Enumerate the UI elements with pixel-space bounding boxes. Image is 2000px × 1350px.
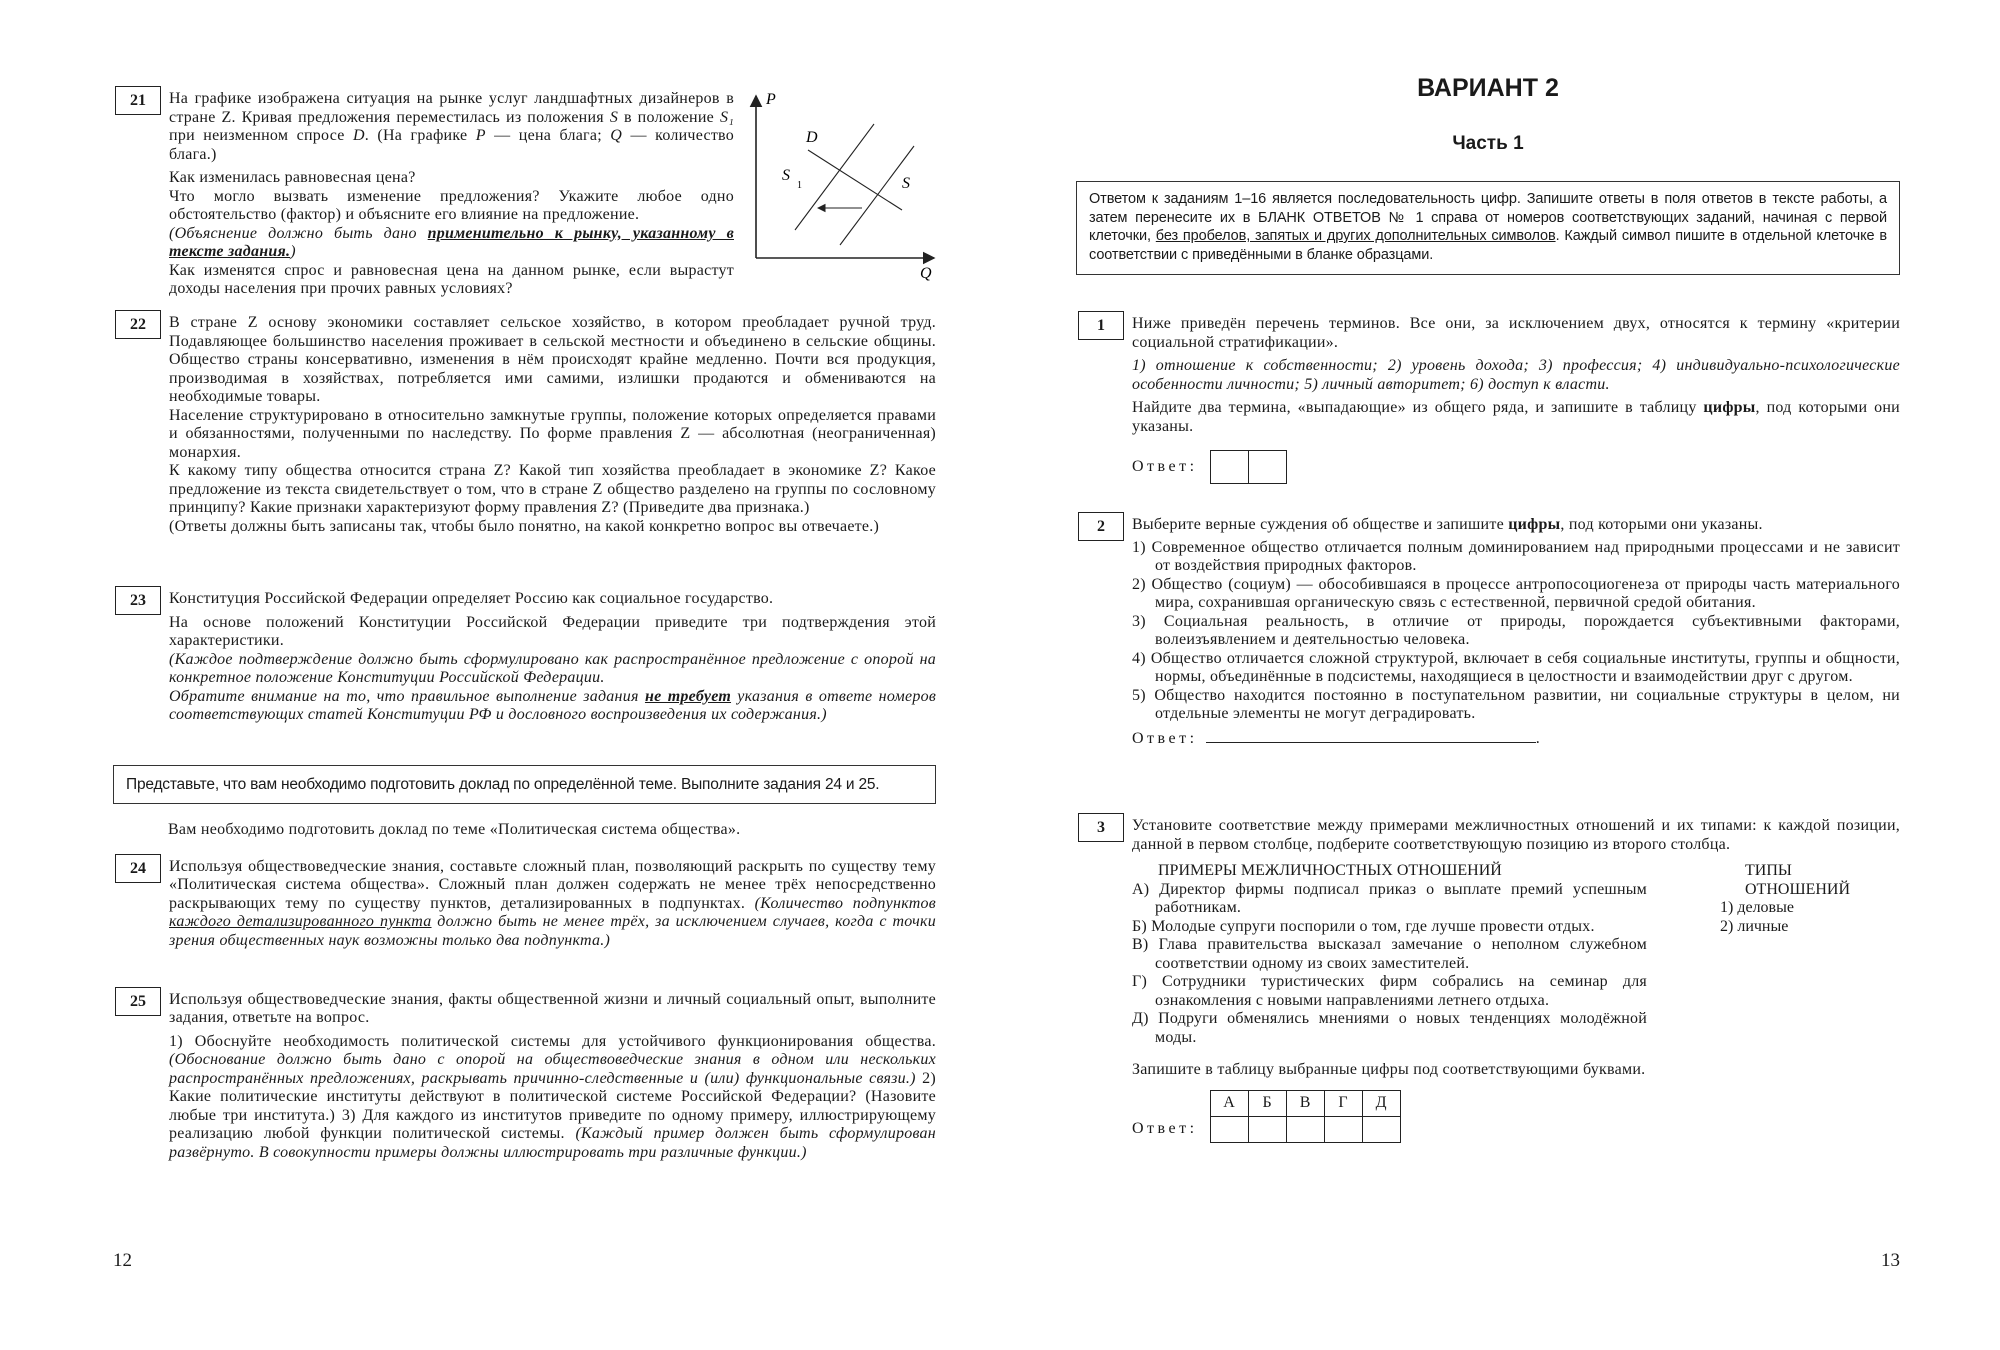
text-segment: P — [475, 127, 486, 144]
task-23 — [113, 586, 936, 765]
paragraph — [169, 90, 734, 164]
text-segment: На основе положений Конституции Российской Федерации приведите три подтверждения этой характеристики. — [169, 613, 936, 649]
text-segment: (Количество подпунктов — [754, 894, 936, 912]
paragraph — [169, 858, 936, 951]
answer-row — [1132, 1090, 1900, 1143]
part-title: Часть 1 — [1452, 133, 1524, 154]
text-segment: D — [352, 127, 365, 144]
paragraph — [169, 262, 734, 299]
answer-label: Ответ: — [1132, 457, 1198, 475]
answer-label: Ответ: — [1132, 1119, 1198, 1137]
statement: 3) Социальная реальность, в отличие от природы, порождается субъективными факторами, волеизъявлением и деятельностью человека. — [1132, 612, 1900, 648]
axis-label-p: P — [766, 91, 776, 108]
task-number: 22 — [115, 310, 161, 339]
task-text — [1132, 516, 1900, 748]
text-segment: 1) отношение к собственности; 2) уровень дохода; 3) профессия; 4) индивидуально-психологические особенности личности; 5) личный авторитет; 6) доступ к власти. — [1132, 357, 1900, 393]
paragraph — [169, 225, 734, 262]
text-segment: (Ответы должны быть записаны так, чтобы было понятно, на какой конкретно вопрос вы отвечаете.) — [169, 517, 880, 535]
statement: 1) Современное общество отличается полным доминированием над природными процессами и не зависит от воздействия природных факторов. — [1132, 538, 1900, 574]
report-instruction-box — [113, 765, 936, 804]
paragraph — [169, 651, 936, 688]
paragraph — [1089, 190, 1887, 264]
variant-title: ВАРИАНТ 2 — [1417, 74, 1559, 102]
task-text — [169, 90, 734, 299]
task-number: 25 — [115, 987, 161, 1016]
matching-columns — [1132, 862, 1900, 1047]
task-text — [169, 858, 936, 951]
task-number: 24 — [115, 854, 161, 883]
statement: 5) Общество находится постоянно в поступательном развитии, ни социальные структуры в целом, ни отдельные элементы не могут деградировать. — [1132, 686, 1900, 722]
text-segment: Как изменятся спрос и равновесная цена на данном рынке, если вырастут доходы населения при прочих равных условиях? — [169, 261, 734, 297]
example: Д) Подруги обменялись мнениями о новых тенденциях молодёжной моды. — [1132, 1010, 1647, 1046]
text-segment: без пробелов, запятых и других дополнительных символов — [1155, 228, 1556, 244]
instructions-text — [1089, 190, 1887, 264]
page-number-left: 12 — [113, 1250, 132, 1271]
text-segment: цифры — [1508, 516, 1561, 533]
answer-cell-2[interactable] — [1248, 450, 1287, 484]
label-d: D — [806, 129, 818, 146]
paragraph — [169, 590, 936, 609]
answer-end: . — [1535, 729, 1541, 747]
text-segment: . Каждый символ пишите в отдельной клеточке в соответствии с приведёнными в бланке образцами. — [1089, 228, 1887, 263]
text-segment: (Каждый пример должен быть сформулирован развёрнуто. В совокупности примеры должны иллюстрировать три различные функции.) — [169, 1125, 936, 1161]
text-segment: S — [609, 108, 619, 126]
task-22 — [113, 310, 936, 586]
answer-row — [1132, 728, 1900, 749]
text-segment: Ответом к заданиям 1–16 является последовательность цифр. Запишите ответы в поля ответов в тексте работы, а затем перенесите их в БЛАНК ОТВЕТОВ № 1 справа от номеров соответствующих заданий, начиная с первой клеточки, — [1089, 191, 1887, 244]
label-s1: S — [782, 167, 790, 184]
text-segment: Найдите два термина, «выпадающие» из общего ряда, и запишите в таблицу — [1132, 399, 1704, 416]
text-segment: указания в ответе номеров соответствующих статей Конституции РФ и дословного воспроизведения их содержания.) — [169, 687, 937, 723]
col2-header: ТИПЫ ОТНОШЕНИЙ — [1745, 862, 1851, 898]
instructions-box — [1076, 181, 1900, 275]
paragraph — [169, 462, 936, 518]
answer-cells — [1210, 450, 1287, 484]
task-text — [169, 590, 936, 725]
types-column — [1720, 862, 1900, 1047]
text-segment: Что могло вызвать изменение предложения? Укажите любое одно обстоятельство (фактор) и объясните его влияние на предложение. — [169, 187, 734, 223]
paragraph — [1132, 817, 1900, 854]
paragraph — [1132, 357, 1900, 394]
text-segment: должно быть не менее трёх, за исключением случаев, когда с точки зрения общественных наук возможны только два подпункта.) — [169, 913, 937, 949]
paragraph — [169, 169, 734, 188]
text-segment: В стране Z основу экономики составляет сельское хозяйство, в котором преобладает ручной труд. Подавляющее большинство населения проживает в сельской местности и объединено в сельские общины. Общество страны консервативно, изменения в нём происходят крайне медленно. Почти вся продукция, производимая в хозяйствах, потребляется ими самими, излишки продаются и обмениваются на необходимые товары. — [169, 314, 936, 405]
text-segment: — количество блага.) — [169, 127, 734, 163]
table-header-cell: Д — [1362, 1090, 1401, 1117]
text-segment: , под которыми они указаны. — [1132, 399, 1900, 435]
example: Б) Молодые супруги поспорили о том, где лучше провести отдых. — [1132, 917, 1595, 935]
text-segment: (Обоснование должно быть дано с опорой на обществоведческие знания в одном или нескольких распространённых предложениях, раскрывать причинно-следственные и (или) функциональные связи.) — [169, 1051, 936, 1087]
paragraph — [1132, 315, 1900, 352]
task-number: 2 — [1078, 512, 1124, 541]
table-answer-row — [1210, 1116, 1401, 1143]
answer-cell[interactable] — [1362, 1116, 1401, 1143]
paragraph — [169, 518, 936, 537]
text-segment: 2) Какие политические институты действуют в политической системе Российской Федерации? (Назовите любые три института.) 3) Для каждого из институтов приведите по одному примеру, иллюстрирующему реализацию любой функции политической системы. — [169, 1069, 936, 1142]
answer-cell-1[interactable] — [1210, 450, 1249, 484]
task-21 — [113, 86, 936, 310]
text-segment: Ниже приведён перечень терминов. Все они, за исключением двух, относятся к термину «критерии социальной стратификации». — [1132, 315, 1900, 351]
task-text — [169, 991, 936, 1163]
type: 1) деловые — [1720, 899, 1794, 916]
report-instruction-text: Представьте, что вам необходимо подготовить доклад по определённой теме. Выполните задания 24 и 25. — [126, 776, 880, 793]
task-number: 3 — [1078, 813, 1124, 842]
text-segment: Обратите внимание на то, что правильное выполнение задания — [169, 687, 645, 705]
text-segment: Установите соответствие между примерами межличностных отношений и их типами: к каждой позиции, данной в первом столбце, подберите соответствующую позицию из второго столбца. — [1132, 817, 1900, 853]
task-number: 21 — [115, 86, 161, 115]
paragraph — [169, 614, 936, 651]
task-2 — [1076, 512, 1900, 813]
answer-cell[interactable] — [1210, 1116, 1249, 1143]
table-header-row — [1210, 1090, 1401, 1117]
text-segment: (Каждое подтверждение должно быть сформулировано как распространённое предложение с опорой на конкретное положение Конституции Российской Федерации. — [169, 650, 936, 686]
task-1 — [1076, 311, 1900, 512]
text-segment: Конституция Российской Федерации определяет Россию как социальное государство. — [169, 590, 774, 607]
examples-column — [1132, 862, 1647, 1047]
report-topic: Вам необходимо подготовить доклад по теме «Политическая система общества». — [168, 821, 741, 838]
example: Г) Сотрудники туристических фирм собрались на семинар для ознакомления с новыми направлениями летнего отдыха. — [1132, 973, 1647, 1009]
col1-header: ПРИМЕРЫ МЕЖЛИЧНОСТНЫХ ОТНОШЕНИЙ — [1158, 862, 1502, 879]
paragraph — [169, 407, 936, 463]
task-number: 23 — [115, 586, 161, 615]
page-number-right: 13 — [1881, 1250, 1900, 1271]
text-segment: Выберите верные суждения об обществе и запишите — [1132, 516, 1509, 533]
paragraph — [169, 991, 936, 1028]
answer-table — [1210, 1090, 1401, 1143]
task-25 — [113, 987, 936, 1163]
paragraph — [169, 688, 936, 725]
text-segment: — цена блага; — [485, 127, 611, 144]
type: 2) личные — [1720, 917, 1789, 935]
table-instruction: Запишите в таблицу выбранные цифры под соответствующими буквами. — [1132, 1061, 1646, 1078]
label-s1-sub: 1 — [797, 180, 802, 191]
examples-list — [1132, 881, 1647, 1048]
text-segment: при неизменном спросе — [169, 127, 353, 144]
task-text — [1132, 315, 1900, 436]
answer-row — [1132, 450, 1900, 484]
paragraph — [169, 1033, 936, 1163]
paragraph — [169, 188, 734, 225]
text-segment: применительно к рынку, указанному в тексте задания. — [169, 224, 734, 260]
statement-list — [1132, 539, 1900, 724]
table-header-cell: Г — [1324, 1090, 1363, 1117]
text-segment: не требует — [644, 687, 732, 705]
table-header-cell: В — [1286, 1090, 1325, 1117]
example: А) Директор фирмы подписал приказ о выплате премий успешным работникам. — [1132, 880, 1647, 916]
task-24 — [113, 854, 936, 987]
task-text — [169, 314, 936, 536]
text-segment: На графике изображена ситуация на рынке услуг ландшафтных дизайнеров в стране Z. Кривая предложения переместилась из положения — [169, 90, 734, 126]
text-segment: Используя обществоведческие знания, факты общественной жизни и личный социальный опыт, выполните задания, ответьте на вопрос. — [169, 990, 936, 1026]
text-segment: 1) Обоснуйте необходимость политической системы для устойчивого функционирования общества. — [169, 1032, 936, 1050]
answer-cell[interactable] — [1324, 1116, 1363, 1143]
statement: 4) Общество отличается сложной структурой, включает в себя социальные институты, группы и общности, нормы, объединённые в подсистемы, находящиеся в целостности и взаимодействии друг с другом. — [1132, 649, 1900, 685]
task-3 — [1076, 813, 1900, 1143]
table-header-cell: Б — [1248, 1090, 1287, 1117]
text-segment: К какому типу общества относится страна Z? Какой тип хозяйства преобладает в экономике Z? Какое предложение из текста свидетельствует о том, что в стране Z общество разделено на группы по сословному принципу? Какие признаки характеризуют форму правления Z? (Приведите два признака.) — [169, 462, 936, 516]
task-text — [1132, 817, 1900, 854]
text-segment: (Объяснение должно быть дано — [169, 224, 428, 242]
axis-label-q: Q — [920, 265, 932, 282]
text-segment: Население структурировано в относительно замкнутые группы, положение которых определяется правами и обязанностями, полученными по наследству. По форме правления Z — абсолютная (неограниченная) монархия. — [169, 406, 936, 461]
text-segment: ) — [290, 243, 296, 260]
text-segment: Как изменилась равновесная цена? — [169, 169, 416, 186]
answer-cell[interactable] — [1248, 1116, 1287, 1143]
text-segment: . (На графике — [364, 127, 476, 144]
paragraph — [1132, 399, 1900, 436]
answer-cell[interactable] — [1286, 1116, 1325, 1143]
supply-demand-graph — [740, 86, 950, 286]
supply-s-curve — [840, 146, 914, 245]
text-segment: , под которыми они указаны. — [1560, 516, 1763, 533]
answer-label: Ответ: — [1132, 729, 1198, 747]
task-number: 1 — [1078, 311, 1124, 340]
task-question — [1132, 516, 1900, 535]
answer-line[interactable] — [1206, 728, 1536, 743]
table-header-cell: А — [1210, 1090, 1249, 1117]
text-segment: каждого детализированного пункта — [169, 913, 432, 930]
paragraph — [169, 314, 936, 407]
text-segment: Используя обществоведческие знания, составьте сложный план, позволяющий раскрыть по существу тему «Политическая система общества». Сложный план должен содержать не менее трёх непосредственно раскрывающих тему по существу пунктов, детализированных в подпунктах. — [169, 857, 936, 912]
paragraph — [1132, 516, 1900, 535]
left-page — [113, 86, 936, 1272]
text-segment: цифры — [1703, 399, 1756, 416]
text-segment: в положение — [618, 108, 720, 126]
text-segment: Q — [610, 127, 623, 144]
statement: 2) Общество (социум) — обособившаяся в процессе антропосоциогенеза от природы часть материального мира, сохранившая органическую связь с естественной, первичной средой обитания. — [1132, 575, 1900, 611]
right-page — [1076, 73, 1900, 1272]
text-segment: S₁ — [719, 108, 734, 126]
label-s: S — [902, 175, 910, 192]
example: В) Глава правительства высказал замечание о неполном служебном соответствии одному из своих заместителей. — [1132, 936, 1647, 972]
types-list — [1720, 899, 1900, 936]
